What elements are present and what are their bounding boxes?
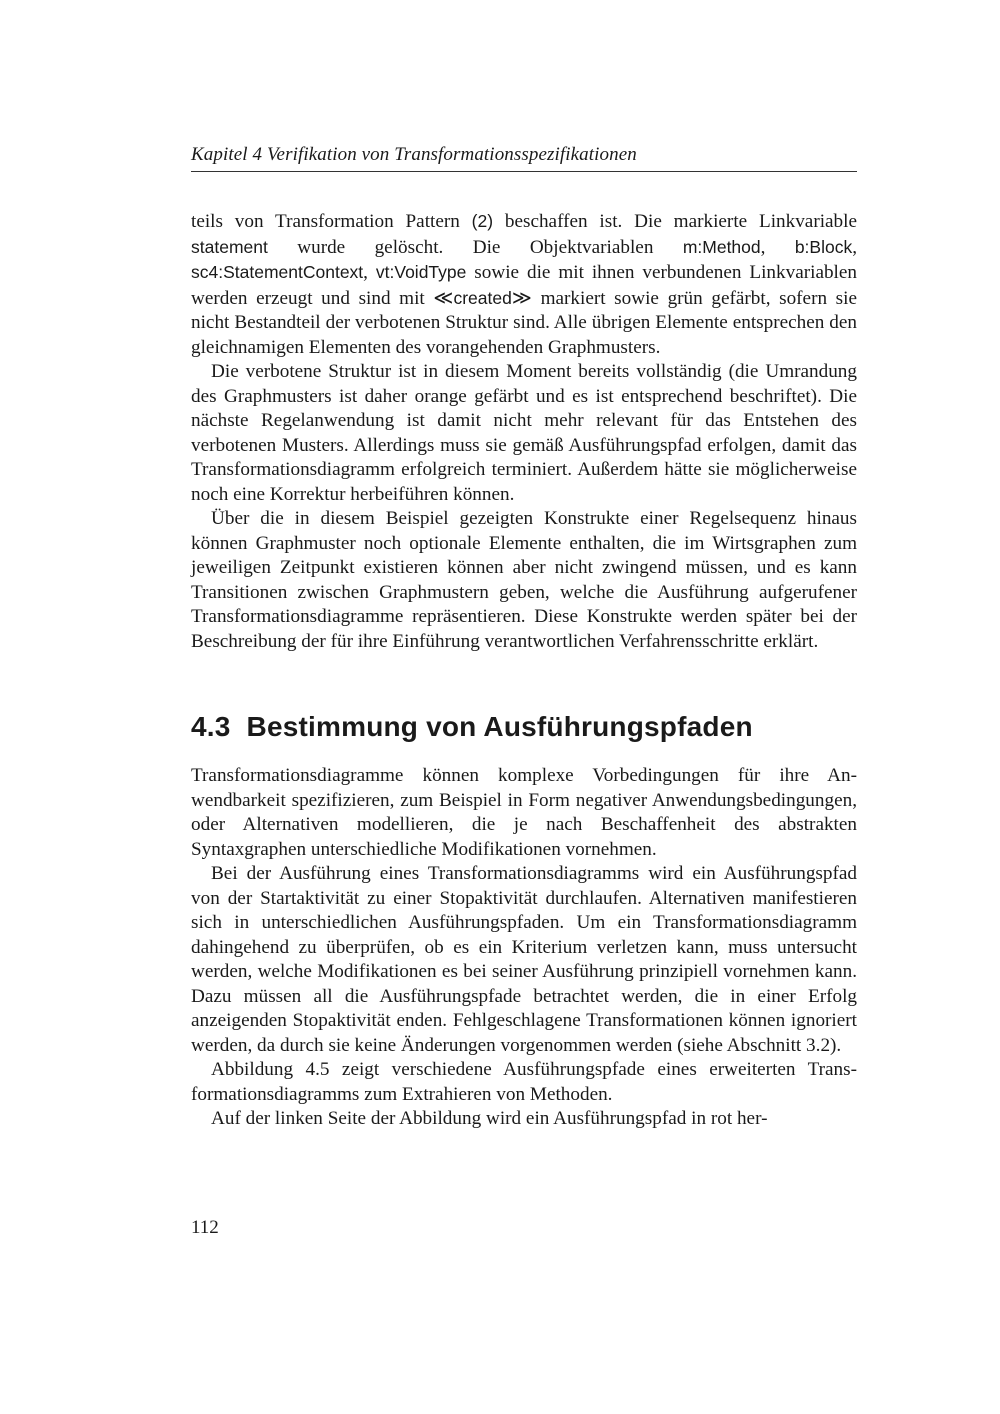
code-term: statement xyxy=(191,236,268,257)
code-term: (2) xyxy=(471,211,494,231)
paragraph: Bei der Ausführung eines Transformationsdiagramms wird ein Ausführungspfad von der Startaktivität zu einer Stopaktivität durchlaufen. Alternativen manifestieren sich in unterschiedlichen Ausführungspfaden. Um ein Transformationsdiagramm dahingehend zu überprüfen, ob es ein Kriterium verletzen kann, muss untersucht werden, welche Modifikationen es bei seiner Ausführung prinzipiell vornehmen kann. Dazu müssen all die Ausführungspfade betrachtet werden, die in einer Erfolg anzeigenden Stopaktivität enden. Fehlgeschlagene Transformationen können ignoriert werden, da durch sie keine Änderungen vorgenommen werden (siehe Abschnitt 3.2). xyxy=(191,863,857,1056)
section-number: 4.3 xyxy=(191,711,231,742)
code-term: m:Method xyxy=(682,236,761,257)
text-run: beschaffen ist. Die markierte Linkvariable xyxy=(493,211,858,232)
paragraph: Transformationsdiagramme können komplexe Vorbedingungen für ihre Anwendbarkeit spezifizieren, zum Beispiel in Form negativer Anwendungsbedingungen, oder Alternativen modellieren, die je nach Beschaffenheit des abstrakten Syntaxgraphen unterschiedliche Modifikationen vornehmen. xyxy=(191,765,857,860)
running-header: Kapitel 4 Verifikation von Transformationsspezifikationen xyxy=(191,144,637,165)
header-rule xyxy=(191,171,857,172)
paragraph: Über die in diesem Beispiel gezeigten Konstrukte einer Regelsequenz hinaus können Graphmuster noch optionale Elemente enthalten, die im Wirtsgraphen zum jeweiligen Zeitpunkt existieren können aber nicht zwingend müssen, und es kann Transitionen zwischen Graphmustern geben, welche die Ausführung aufgerufener Transformationsdiagramme repräsentieren. Diese Konstrukte werden später bei der Beschreibung der für ihre Einführung verantwortlichen Verfahrensschritte erklärt. xyxy=(191,508,857,652)
text-run: , xyxy=(363,262,376,283)
code-term: created xyxy=(453,287,512,308)
paragraph: Die verbotene Struktur ist in diesem Moment bereits vollständig (die Umrandung des Graphmusters ist daher orange gefärbt und es ist entsprechend beschriftet). Die nächste Regelanwendung ist damit nicht mehr relevant für das Entstehen des verbotenen Musters. Allerdings muss sie gemäß Ausführungspfad erfolgen, damit das Transformationsdiagramm erfolgreich terminiert. Außerdem hätte sie möglicherweise noch eine Korrektur herbeiführen können. xyxy=(191,361,857,505)
page-number: 112 xyxy=(191,1217,219,1238)
text-run: , xyxy=(852,236,857,258)
text-run: ≫ markiert sowie grün gefärbt, sofern sie nicht Bestandteil der verbotenen Struktur sind. Alle übrigen Elemente entsprechen den gleichnamigen Elementen des vorangehenden Graphmusters. xyxy=(191,287,857,358)
paragraph: Auf der linken Seite der Abbildung wird ein Ausführungspfad in rot her- xyxy=(211,1108,768,1129)
body-text-bottom xyxy=(191,764,857,1132)
paragraph xyxy=(191,209,857,360)
paragraph: Abbildung 4.5 zeigt verschiedene Ausführungspfade eines erweiterten Transformationsdiagramms zum Extrahieren von Methoden. xyxy=(191,1059,857,1105)
code-term: b:Block xyxy=(794,236,853,257)
text-run: , xyxy=(760,236,795,258)
text-run: teils von Transformation Pattern xyxy=(191,211,472,232)
text-run: wurde gelöscht. Die Objektvariablen xyxy=(267,236,683,258)
body-text-top xyxy=(191,209,857,654)
section-title: Bestimmung von Ausführungspfaden xyxy=(246,711,753,742)
section-heading xyxy=(191,709,857,745)
code-term: vt:VoidType xyxy=(375,262,467,282)
text-run: sowie die mit ihnen verbundenen Linkvariablen werden erzeugt und sind mit ≪ xyxy=(191,262,858,309)
code-term: sc4:StatementContext xyxy=(191,262,364,282)
